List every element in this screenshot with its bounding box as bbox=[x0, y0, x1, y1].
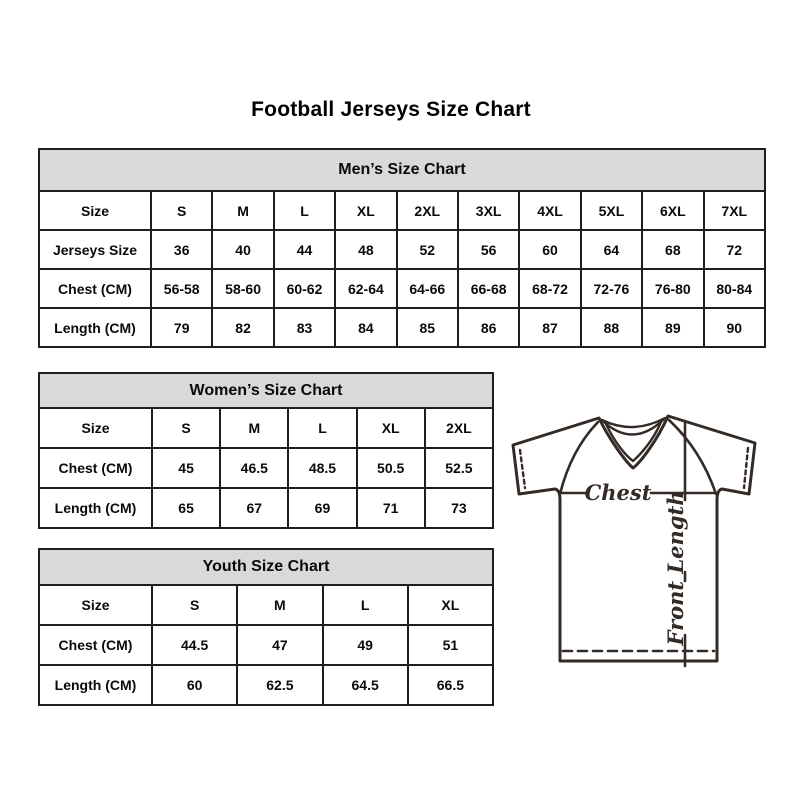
youth-size-header-label: Size bbox=[39, 585, 152, 625]
right-cuff-dashed-line bbox=[744, 448, 748, 488]
mens-table bbox=[38, 148, 766, 348]
youth-table bbox=[38, 548, 494, 706]
value-cell: 79 bbox=[151, 308, 212, 347]
jersey-outline-drawing bbox=[505, 408, 770, 670]
row-label-cell: Jerseys Size bbox=[39, 230, 151, 269]
value-cell: 87 bbox=[519, 308, 580, 347]
value-cell: 44.5 bbox=[152, 625, 237, 665]
value-cell: 82 bbox=[212, 308, 273, 347]
youth-size-option-header: L bbox=[323, 585, 408, 625]
mens-title-row bbox=[39, 149, 765, 191]
value-cell: 40 bbox=[212, 230, 273, 269]
mens-header-row bbox=[39, 191, 765, 230]
value-cell: 60-62 bbox=[274, 269, 335, 308]
womens-table bbox=[38, 372, 494, 529]
value-cell: 71 bbox=[357, 488, 425, 528]
youth-table-title: Youth Size Chart bbox=[39, 549, 493, 585]
mens-data-row bbox=[39, 308, 765, 347]
value-cell: 83 bbox=[274, 308, 335, 347]
row-label-cell: Chest (CM) bbox=[39, 448, 152, 488]
value-cell: 80-84 bbox=[704, 269, 765, 308]
value-cell: 46.5 bbox=[220, 448, 288, 488]
mens-size-option-header: 7XL bbox=[704, 191, 765, 230]
mens-size-option-header: XL bbox=[335, 191, 396, 230]
value-cell: 51 bbox=[408, 625, 493, 665]
value-cell: 52 bbox=[397, 230, 458, 269]
value-cell: 60 bbox=[152, 665, 237, 705]
mens-size-option-header: L bbox=[274, 191, 335, 230]
value-cell: 56-58 bbox=[151, 269, 212, 308]
value-cell: 76-80 bbox=[642, 269, 703, 308]
youth-size-table bbox=[38, 548, 494, 706]
womens-size-option-header: L bbox=[288, 408, 356, 448]
youth-title-row bbox=[39, 549, 493, 585]
mens-size-option-header: M bbox=[212, 191, 273, 230]
value-cell: 44 bbox=[274, 230, 335, 269]
youth-header-row bbox=[39, 585, 493, 625]
value-cell: 45 bbox=[152, 448, 220, 488]
value-cell: 58-60 bbox=[212, 269, 273, 308]
mens-size-option-header: 4XL bbox=[519, 191, 580, 230]
value-cell: 68-72 bbox=[519, 269, 580, 308]
value-cell: 66-68 bbox=[458, 269, 519, 308]
mens-size-option-header: 5XL bbox=[581, 191, 642, 230]
mens-data-row bbox=[39, 269, 765, 308]
womens-size-header-label: Size bbox=[39, 408, 152, 448]
value-cell: 66.5 bbox=[408, 665, 493, 705]
row-label-cell: Length (CM) bbox=[39, 665, 152, 705]
value-cell: 84 bbox=[335, 308, 396, 347]
mens-size-option-header: 6XL bbox=[642, 191, 703, 230]
row-label-cell: Chest (CM) bbox=[39, 625, 152, 665]
left-cuff-dashed-line bbox=[520, 450, 525, 488]
value-cell: 49 bbox=[323, 625, 408, 665]
youth-size-option-header: XL bbox=[408, 585, 493, 625]
row-label-cell: Length (CM) bbox=[39, 488, 152, 528]
value-cell: 88 bbox=[581, 308, 642, 347]
value-cell: 69 bbox=[288, 488, 356, 528]
value-cell: 73 bbox=[425, 488, 493, 528]
value-cell: 72-76 bbox=[581, 269, 642, 308]
value-cell: 90 bbox=[704, 308, 765, 347]
womens-table-title: Women’s Size Chart bbox=[39, 373, 493, 408]
womens-data-row bbox=[39, 488, 493, 528]
value-cell: 62-64 bbox=[335, 269, 396, 308]
mens-data-row bbox=[39, 230, 765, 269]
womens-size-option-header: S bbox=[152, 408, 220, 448]
mens-size-table bbox=[38, 148, 766, 348]
value-cell: 56 bbox=[458, 230, 519, 269]
youth-size-option-header: S bbox=[152, 585, 237, 625]
value-cell: 60 bbox=[519, 230, 580, 269]
right-sleeve-seam bbox=[669, 420, 716, 494]
value-cell: 64-66 bbox=[397, 269, 458, 308]
value-cell: 86 bbox=[458, 308, 519, 347]
womens-header-row bbox=[39, 408, 493, 448]
value-cell: 62.5 bbox=[237, 665, 322, 705]
value-cell: 68 bbox=[642, 230, 703, 269]
youth-data-row bbox=[39, 625, 493, 665]
mens-size-option-header: S bbox=[151, 191, 212, 230]
womens-size-option-header: 2XL bbox=[425, 408, 493, 448]
youth-data-row bbox=[39, 665, 493, 705]
value-cell: 48.5 bbox=[288, 448, 356, 488]
mens-size-option-header: 2XL bbox=[397, 191, 458, 230]
front-length-label: Front Length bbox=[663, 490, 688, 646]
jersey-body-outline bbox=[513, 416, 755, 661]
value-cell: 50.5 bbox=[357, 448, 425, 488]
womens-data-row bbox=[39, 448, 493, 488]
chest-label: Chest bbox=[584, 480, 652, 505]
mens-table-title: Men’s Size Chart bbox=[39, 149, 765, 191]
womens-size-option-header: M bbox=[220, 408, 288, 448]
value-cell: 72 bbox=[704, 230, 765, 269]
womens-size-table bbox=[38, 372, 494, 529]
value-cell: 64.5 bbox=[323, 665, 408, 705]
womens-size-option-header: XL bbox=[357, 408, 425, 448]
row-label-cell: Chest (CM) bbox=[39, 269, 151, 308]
value-cell: 67 bbox=[220, 488, 288, 528]
value-cell: 89 bbox=[642, 308, 703, 347]
value-cell: 47 bbox=[237, 625, 322, 665]
womens-title-row bbox=[39, 373, 493, 408]
value-cell: 48 bbox=[335, 230, 396, 269]
value-cell: 85 bbox=[397, 308, 458, 347]
value-cell: 52.5 bbox=[425, 448, 493, 488]
page-title: Football Jerseys Size Chart bbox=[251, 98, 531, 121]
value-cell: 64 bbox=[581, 230, 642, 269]
mens-size-header-label: Size bbox=[39, 191, 151, 230]
value-cell: 65 bbox=[152, 488, 220, 528]
jersey-measurement-diagram bbox=[505, 408, 770, 670]
mens-size-option-header: 3XL bbox=[458, 191, 519, 230]
row-label-cell: Length (CM) bbox=[39, 308, 151, 347]
value-cell: 36 bbox=[151, 230, 212, 269]
youth-size-option-header: M bbox=[237, 585, 322, 625]
